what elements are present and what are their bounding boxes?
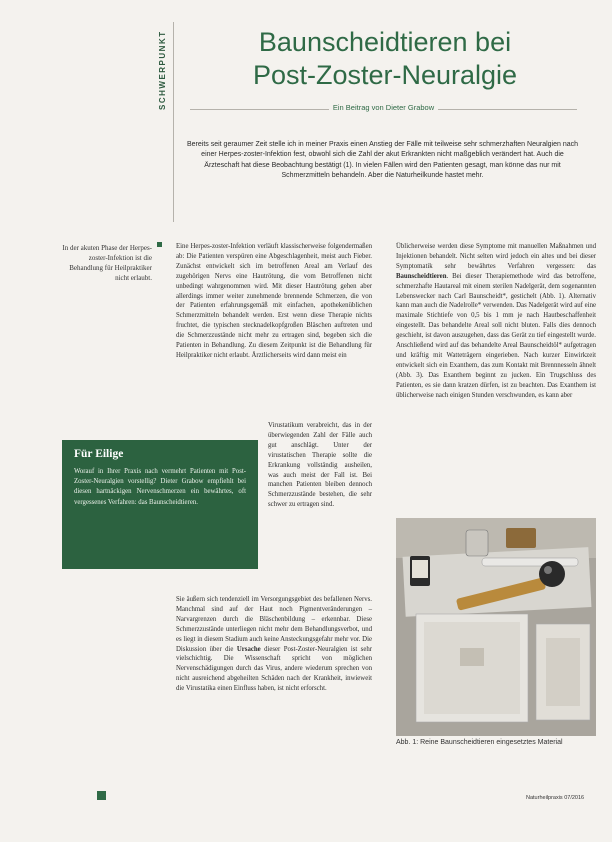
side-quote-marker (157, 242, 162, 247)
byline (190, 103, 577, 112)
page-number-marker (97, 791, 106, 800)
lead-paragraph: Bereits seit geraumer Zeit stelle ich in meiner Praxis einen Anstieg der Fälle mit teilweise sehr schmerzhaften Neuralgien nach einer Herpes-zoster-Infektion fest, obwohl sich die Zahl der akut Erkrankten nicht maßgeblich verändert hat. Auch die Ärzteschaft hat diese Beobachtung bestätigt (1). In vielen Fällen wird den Patienten gesagt, man könne das nur mit Schmerzmitteln behandeln. Aber die Naturheilkunde hastet mehr. (186, 141, 578, 179)
section-divider (173, 22, 174, 222)
section-label: SCHWERPUNKT (158, 30, 167, 110)
col2-text-b: . Bei dieser Therapiemethode wird das betroffene, schmerzhafte Hautareal mit einem sterilen Nadelgerät, dem sogenannten Lebenswecker nach Carl Baunscheidt*, gestichelt (Abb. 1). Alternativ kann man auch die Nadelrolle* verwenden. Das Nadelgerät wird auf eine maximale Stichtiefe von 0,5 bis 1 mm je nach Hautbeschaffenheit eingestellt. Das behandelte Areal soll nicht bluten. Falls dies dennoch geschieht, ist davon auszugehen, dass das Gerät zu tief eingestellt wurde. Anschließend wird auf das behandelte Areal Baunscheidtöl* aufgetragen und kräftig mit Watteträgern eingerieben. Nach kurzer Einwirkzeit entwickelt sich ein Exanthem, das zum Kontakt mit Brennnesseln ähnelt (Abb. 3). Das Exanthem beginnt zu jucken. Ein Trugschluss des Patienten, es sie dann kratzen dürfen, ist zu beachten. Das Exanthem ist üblicherweise nach einigen Stunden verschwunden, es kann aber (396, 272, 596, 399)
treatment-materials-image (396, 518, 596, 736)
title-line-2: Post-Zoster-Neuralgie (252, 60, 518, 90)
summary-box-text: Worauf in Ihrer Praxis nach vermehrt Patienten mit Post-Zoster-Neuralgien vorstellig? Dieter Grabow empfiehlt bei diesen hartnäckigen Nervenschmerzen ein bewährtes, oft vergessenes Verfahren: das Baunscheidtieren. (74, 468, 246, 506)
body-column-1-top: Eine Herpes-zoster-Infektion verläuft klassischerweise folgendermaßen ab: Die Patienten verspüren eine Abgeschlagenheit, meist auch Fieber. Zunächst entwickelt sich im betroffenen Areal am Verlauf des zugehörigen Nervs eine Hautrötung, die vom Betroffenen nicht unbedingt wahrgenommen wird. Mit dieser Hautrötung gehen aber allerdings immer weiter zunehmende brennende Schmerzen, die von der Patienten erfahrungsgemäß mit einfachen, apothekenüblichen Schmerzmitteln behandelt werden. Erst wenn diese Therapie nichts fruchtet, die typischen stecknadelkopfgroßen Bläschen auftreten und die Schmerzzustände nicht mehr zu ertragen sind, begeben sich die Patienten in Behandlung. Zu diesem Zeitpunkt ist die Behandlung für Heilpraktiker nicht erlaubt. Ärztlicherseits wird dann meist ein (176, 243, 372, 359)
body-column-1-middle: Virustatikum verabreicht, das in der überwiegenden Zahl der Fälle auch gut anschlägt. Unter der virustatischen Therapie sollte die Erkrankung vollständig ausheilen, was auch meist der Fall ist. Bei manchen Patienten bleiben dennoch Schmerzzustände bestehen, die sehr schwer zu ertragen sind. (268, 422, 372, 509)
summary-box-title: Für Eilige (74, 448, 124, 460)
figure-caption: Abb. 1: Reine Baunscheidtieren eingesetztes Material (396, 739, 563, 746)
footer-source: Naturheilpraxis 07/2016 (526, 795, 585, 801)
body-column-2 (396, 242, 596, 401)
figure-photo (396, 518, 596, 736)
summary-box (62, 440, 258, 569)
side-quote: In der akuten Phase der Herpes-zoster-Infektion ist die Behandlung für Heilpraktiker nicht erlaubt. (62, 244, 152, 282)
title-line-1: Baunscheidtieren bei (258, 27, 512, 57)
byline-text: Ein Beitrag von Dieter Grabow (329, 103, 438, 112)
col1-bold-term: Ursache (236, 645, 261, 653)
page-title (215, 26, 555, 92)
col2-bold-term: Baunscheidtieren (396, 272, 447, 280)
body-column-1-bottom: Sie äußern sich tendenziell im Versorgungsgebiet des befallenen Nervs. Manchmal sind auf der Haut noch Pigmentveränderungen – Narvargrenzen durch die Bläschenbildung – erkennbar. Diese Schmerzzustände unterliegen nicht mehr dem Behandlungsverbot, und es liegt in diesem Stadium auch keine Ansteckungsgefahr mehr vor. Die Diskussion über die Ursache dieser Post-Zoster-Neuralgien ist sehr vielschichtig. Die Wissenschaft spricht von möglichen Nervenschädigungen durch das Virus, andere wiederum sprechen von nicht ausreichend abgeheilten Schäden nach der Krankheit, inwieweit die Virustatika einen Einfluss haben, ist nicht erforscht. (176, 596, 372, 693)
col2-text-a: Üblicherweise werden diese Symptome mit manuellen Maßnahmen und Injektionen behandelt. Nicht selten wird jedoch ein altes und bei dieser Symptomatik sehr bewährtes Verfahren vergessen: das (396, 243, 596, 270)
